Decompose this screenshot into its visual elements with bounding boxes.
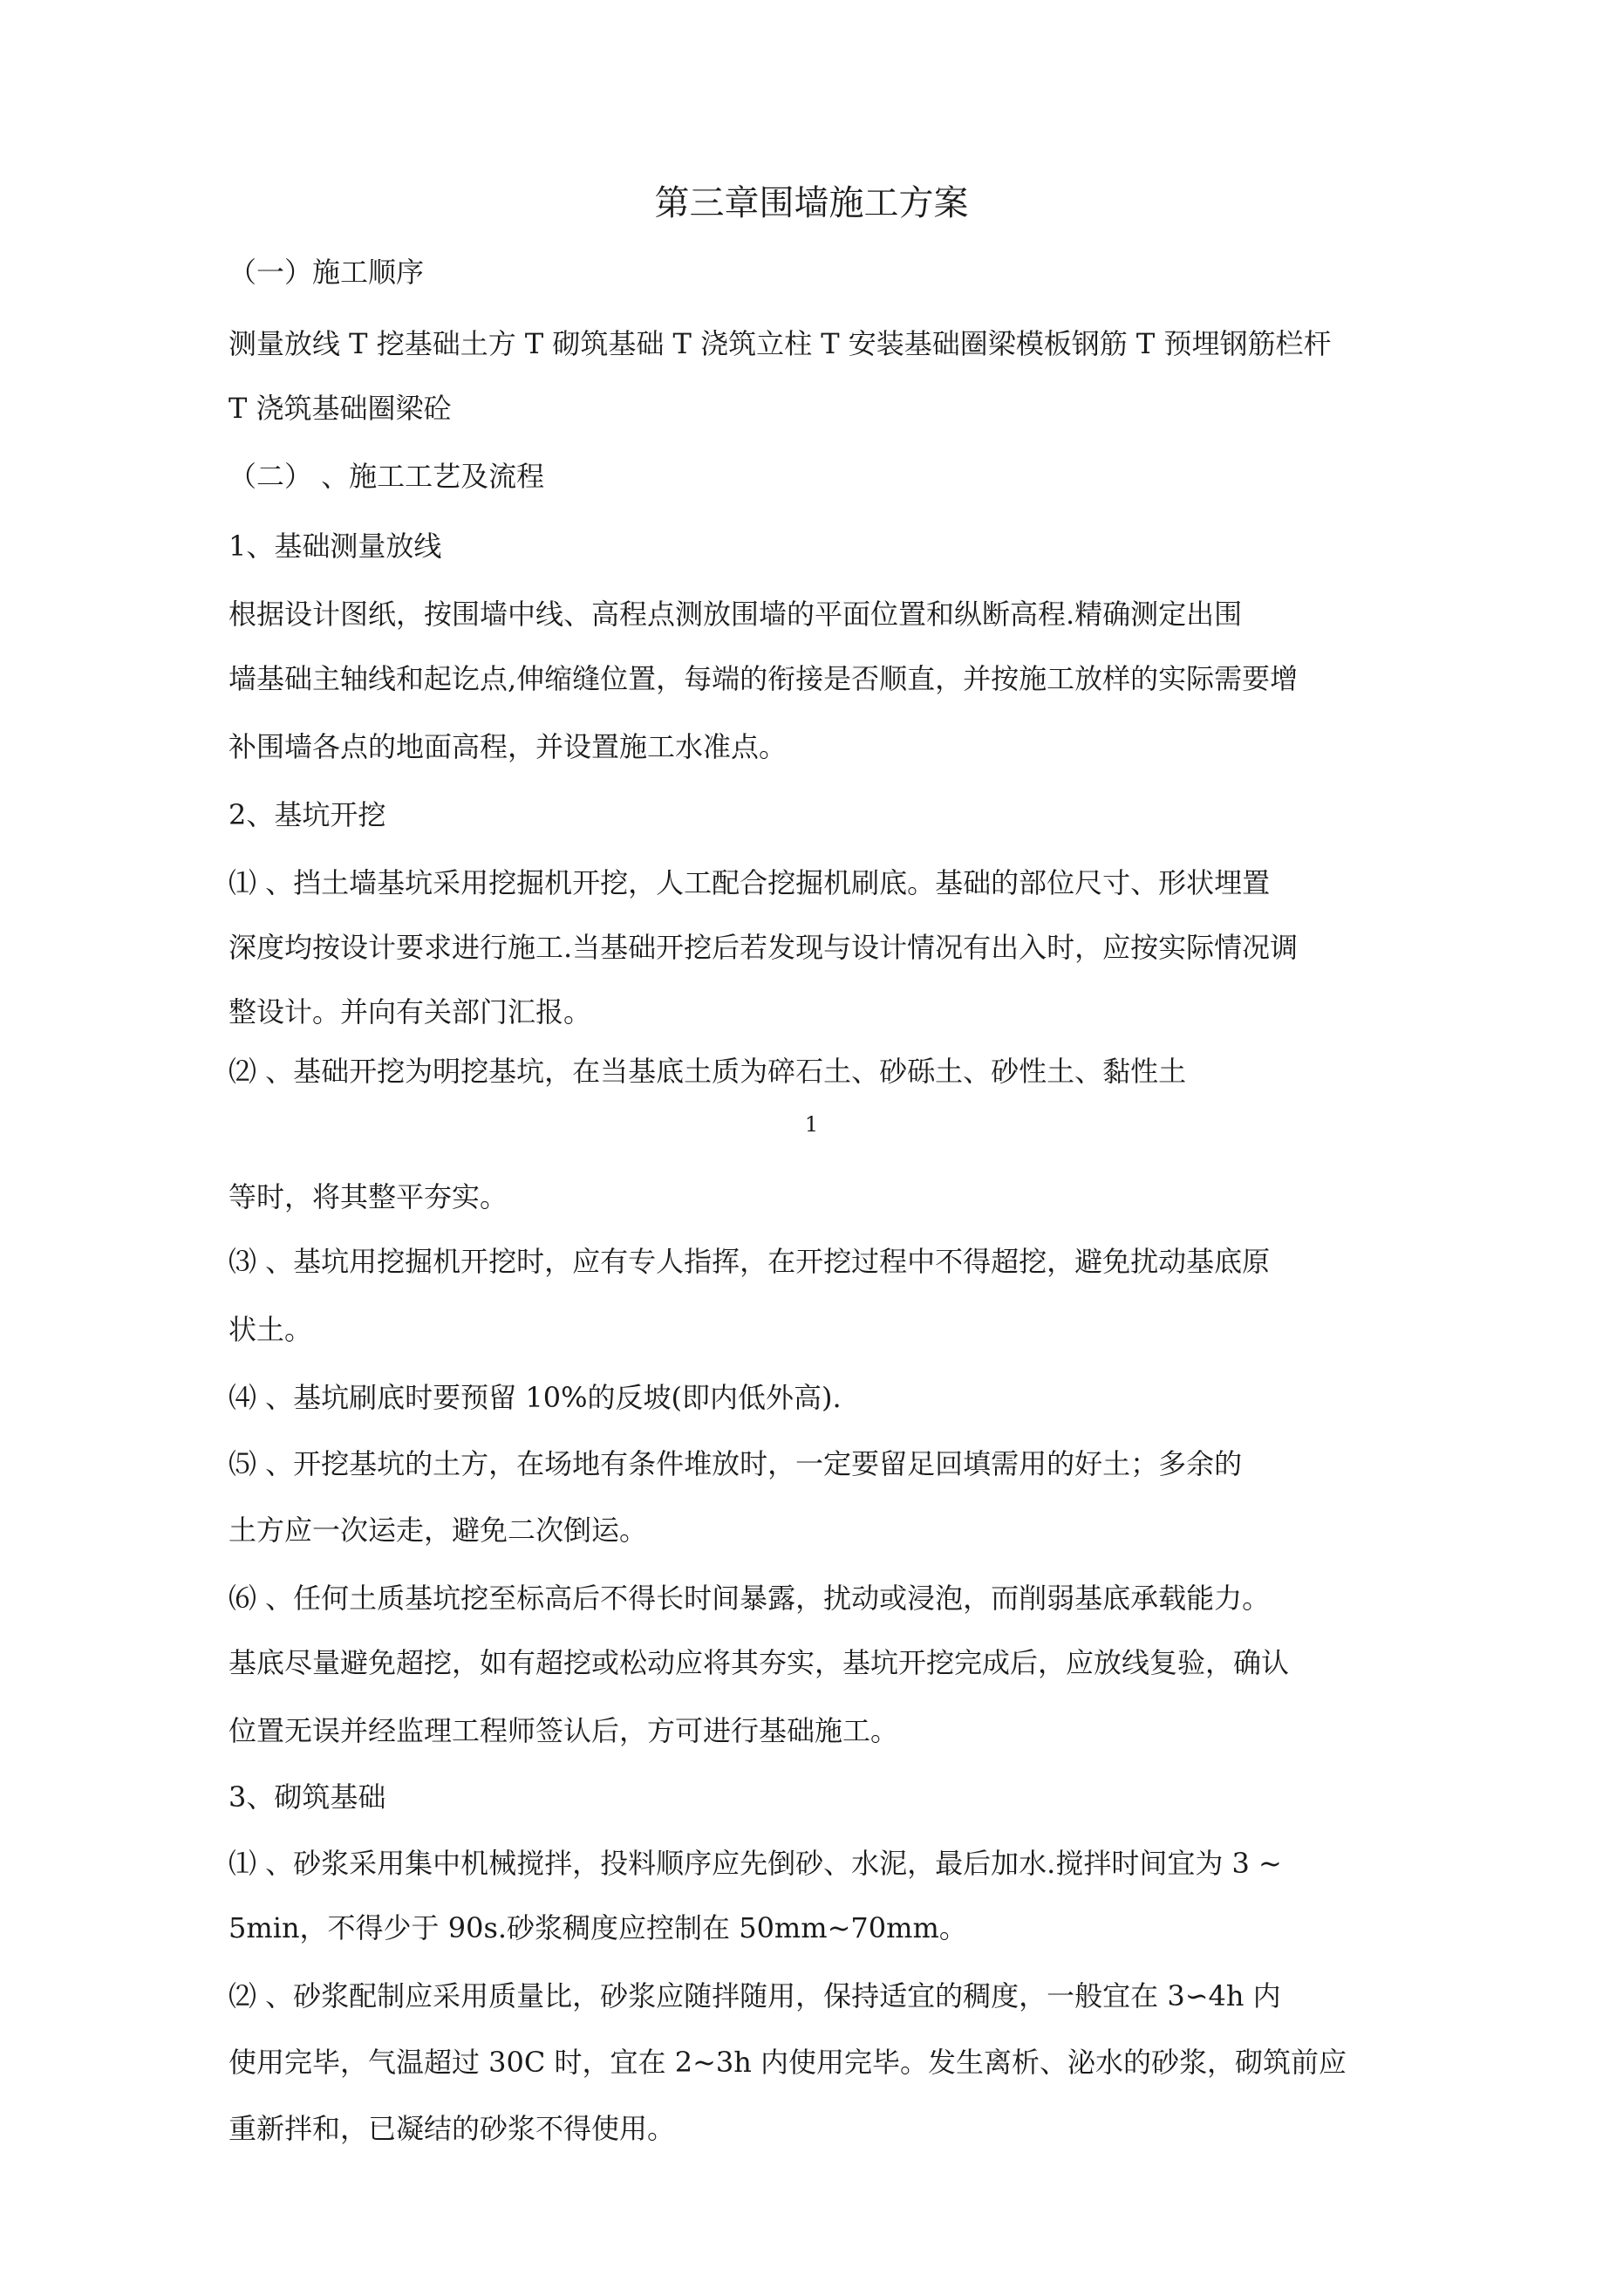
paragraph-line: 状土。 (228, 1313, 313, 1346)
paragraph-line: ⑶ 、基坑用挖掘机开挖时，应有专人指挥，在开挖过程中不得超挖，避免扰动基底原 (228, 1245, 1271, 1278)
paragraph-line: ⑴ 、挡土墙基坑采用挖掘机开挖，人工配合挖掘机刷底。基础的部位尺寸、形状埋置 (228, 866, 1271, 899)
paragraph-line: ⑵ 、砂浆配制应采用质量比，砂浆应随拌随用，保持适宜的稠度，一般宜在 3∽4h 内 (228, 1979, 1281, 2012)
paragraph-line: 位置无误并经监理工程师签认后，方可进行基础施工。 (228, 1714, 899, 1747)
paragraph-line: 使用完毕，气温超过 30C 时，宜在 2~3h 内使用完毕。发生离析、泌水的砂浆，砌筑前应 (228, 2046, 1347, 2079)
section-heading: （二） 、施工工艺及流程 (228, 460, 545, 493)
paragraph-line: 基底尽量避免超挖，如有超挖或松动应将其夯实，基坑开挖完成后，应放线复验，确认 (228, 1646, 1290, 1679)
paragraph-line: 土方应一次运走，避免二次倒运。 (228, 1514, 648, 1547)
paragraph-line: 整设计。并向有关部门汇报。 (228, 995, 592, 1028)
paragraph-line: 深度均按设计要求进行施工.当基础开挖后若发现与设计情况有出入时，应按实际情况调 (228, 931, 1299, 964)
paragraph-line: 5min，不得少于 90s.砂浆稠度应控制在 50mm~70mm。 (228, 1911, 967, 1944)
paragraph-line: 补围墙各点的地面高程，并设置施工水准点。 (228, 730, 788, 763)
paragraph-line: ⑸ 、开挖基坑的土方，在场地有条件堆放时，一定要留足回填需用的好土；多余的 (228, 1447, 1243, 1480)
paragraph-line: 重新拌和，已凝结的砂浆不得使用。 (228, 2112, 676, 2145)
paragraph-line: ⑷ 、基坑刷底时要预留 10%的反坡(即内低外高). (228, 1381, 842, 1414)
page-title: 第三章围墙施工方案 (654, 183, 969, 223)
subsection-heading: 2、基坑开挖 (228, 798, 386, 831)
paragraph-line: 测量放线 T 挖基础土方 T 砌筑基础 T 浇筑立柱 T 安装基础圈梁模板钢筋 T 预埋钢筋栏杆 (228, 327, 1332, 360)
subsection-heading: 3、砌筑基础 (228, 1780, 386, 1814)
paragraph-line: 墙基础主轴线和起讫点,伸缩缝位置，每端的衔接是否顺直，并按施工放样的实际需要增 (228, 662, 1299, 695)
paragraph-line: ⑹ 、任何土质基坑挖至标高后不得长时间暴露，扰动或浸泡，而削弱基底承载能力。 (228, 1582, 1271, 1615)
paragraph-line: 根据设计图纸，按围墙中线、高程点测放围墙的平面位置和纵断高程.精确测定出围 (228, 598, 1243, 631)
section-heading: （一）施工顺序 (228, 256, 425, 289)
paragraph-line: 等时，将其整平夯实。 (228, 1180, 508, 1213)
page-number: 1 (804, 1112, 819, 1137)
paragraph-line: ⑵ 、基础开挖为明挖基坑，在当基底土质为碎石土、砂砾土、砂性土、黏性土 (228, 1055, 1187, 1088)
subsection-heading: 1、基础测量放线 (228, 530, 442, 563)
paragraph-line: T 浇筑基础圈梁砼 (228, 392, 452, 425)
paragraph-line: ⑴ 、砂浆采用集中机械搅拌，投料顺序应先倒砂、水泥，最后加水.搅拌时间宜为 3 ~ (228, 1847, 1282, 1880)
